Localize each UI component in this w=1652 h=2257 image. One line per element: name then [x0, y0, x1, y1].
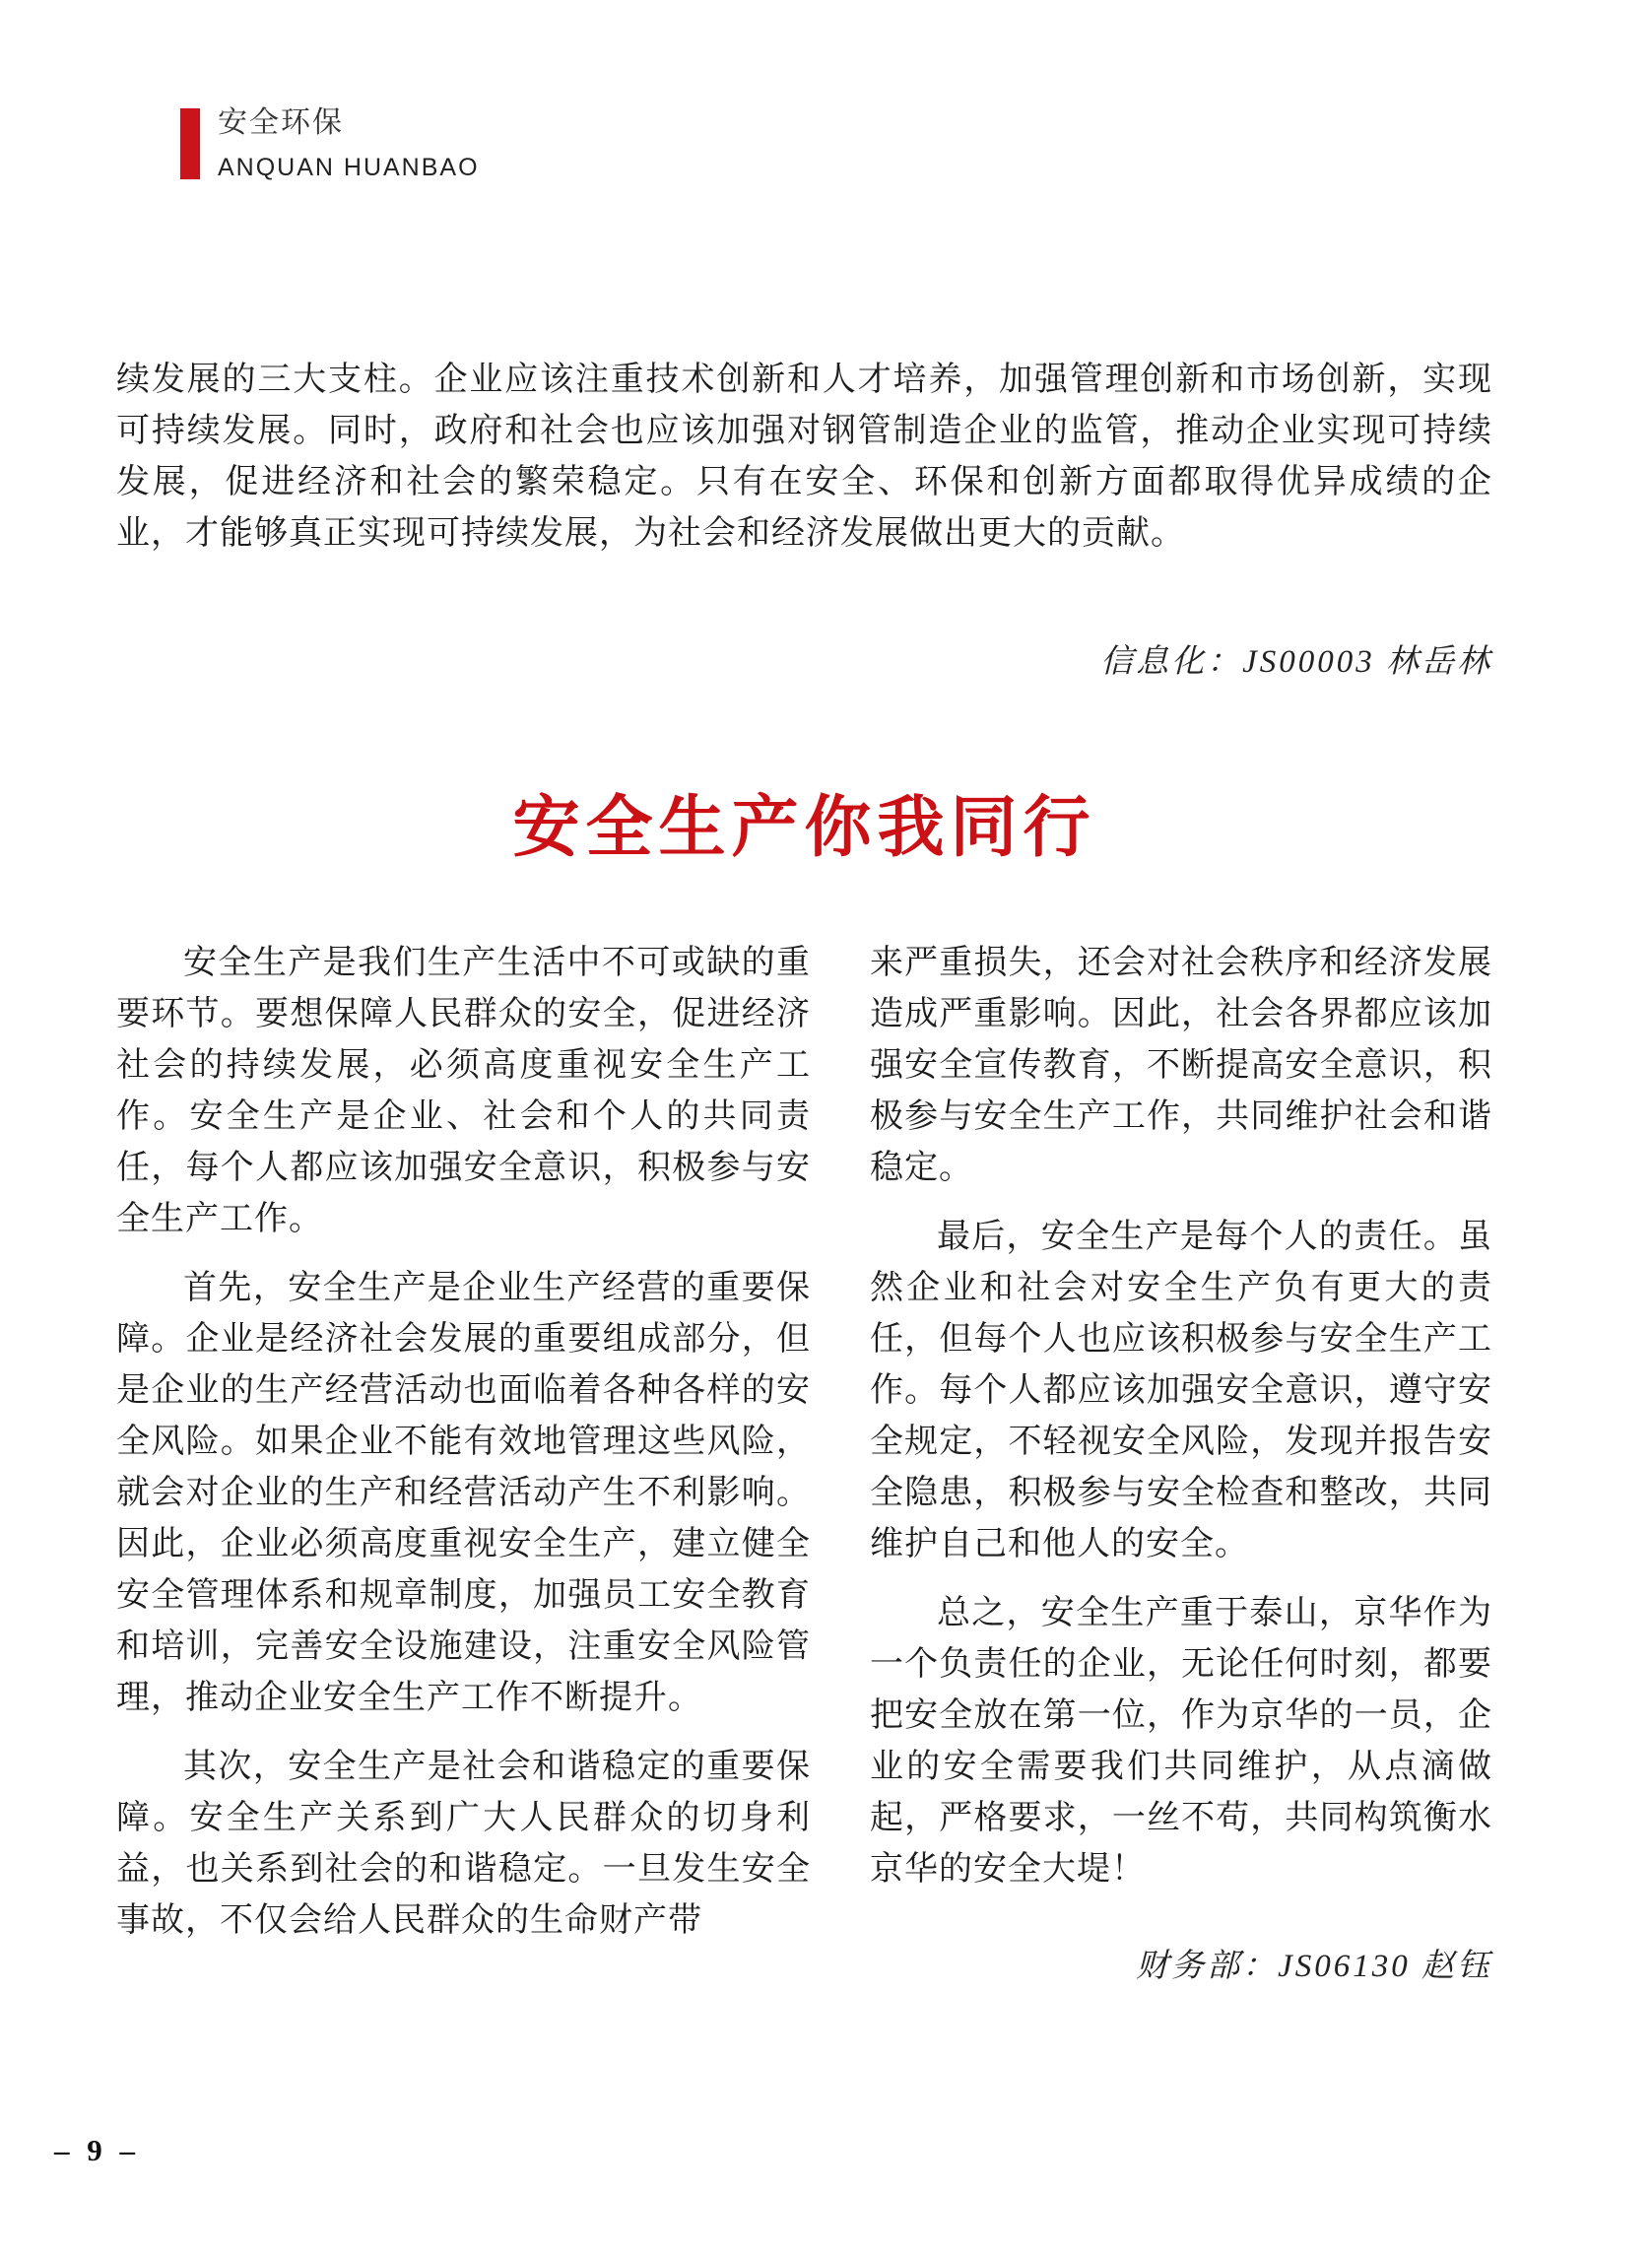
- section-title-en: ANQUAN HUANBAO: [218, 154, 480, 181]
- page-number: – 9 –: [54, 2133, 140, 2167]
- intro-byline: 信息化：JS00003 林岳林: [1100, 644, 1492, 680]
- section-header: [180, 106, 480, 181]
- article-title: 安全生产你我同行: [512, 790, 1096, 865]
- article-paragraph: 其次，安全生产是社会和谐稳定的重要保障。安全生产关系到广大人民群众的切身利益，也关系到社会的和谐稳定。一旦发生安全事故，不仅会给人民群众的生命财产带: [116, 1749, 811, 1939]
- article-paragraph: 来严重损失，还会对社会秩序和经济发展造成严重影响。因此，社会各界都应该加强安全宣传教育，不断提高安全意识，积极参与安全生产工作，共同维护社会和谐稳定。: [870, 945, 1492, 1186]
- section-title-cn: 安全环保: [218, 106, 344, 139]
- article-byline: 财务部：JS06130 赵钰: [1136, 1949, 1492, 1984]
- article-paragraph: 总之，安全生产重于泰山，京华作为一个负责任的企业，无论任何时刻，都要把安全放在第一位，作为京华的一员，企业的安全需要我们共同维护，从点滴做起，严格要求，一丝不苟，共同构筑衡水京华的安全大堤！: [870, 1595, 1492, 1888]
- intro-block: [116, 355, 1492, 682]
- article-body: [116, 938, 1492, 1986]
- header-text-block: [218, 106, 480, 181]
- article-column-left: [116, 938, 811, 1986]
- article-paragraph: 首先，安全生产是企业生产经营的重要保障。企业是经济社会发展的重要组成部分，但是企业的生产经营活动也面临着各种各样的安全风险。如果企业不能有效地管理这些风险，就会对企业的生产和经营活动产生不利影响。因此，企业必须高度重视安全生产，建立健全安全管理体系和规章制度，加强员工安全教育和培训，完善安全设施建设，注重安全风险管理，推动企业安全生产工作不断提升。: [116, 1270, 811, 1716]
- header-red-bar: [180, 108, 200, 179]
- article-column-right: [870, 938, 1492, 1986]
- article-paragraph: 最后，安全生产是每个人的责任。虽然企业和社会对安全生产负有更大的责任，但每个人也应该积极参与安全生产工作。每个人都应该加强安全意识，遵守安全规定，不轻视安全风险，发现并报告安全隐患，积极参与安全检查和整改，共同维护自己和他人的安全。: [870, 1219, 1492, 1562]
- intro-paragraph: 续发展的三大支柱。企业应该注重技术创新和人才培养，加强管理创新和市场创新，实现可持续发展。同时，政府和社会也应该加强对钢管制造企业的监管，推动企业实现可持续发展，促进经济和社会的繁荣稳定。只有在安全、环保和创新方面都取得优异成绩的企业，才能够真正实现可持续发展，为社会和经济发展做出更大的贡献。: [116, 362, 1492, 552]
- article-paragraph: 安全生产是我们生产生活中不可或缺的重要环节。要想保障人民群众的安全，促进经济社会的持续发展，必须高度重视安全生产工作。安全生产是企业、社会和个人的共同责任，每个人都应该加强安全意识，积极参与安全生产工作。: [116, 945, 811, 1237]
